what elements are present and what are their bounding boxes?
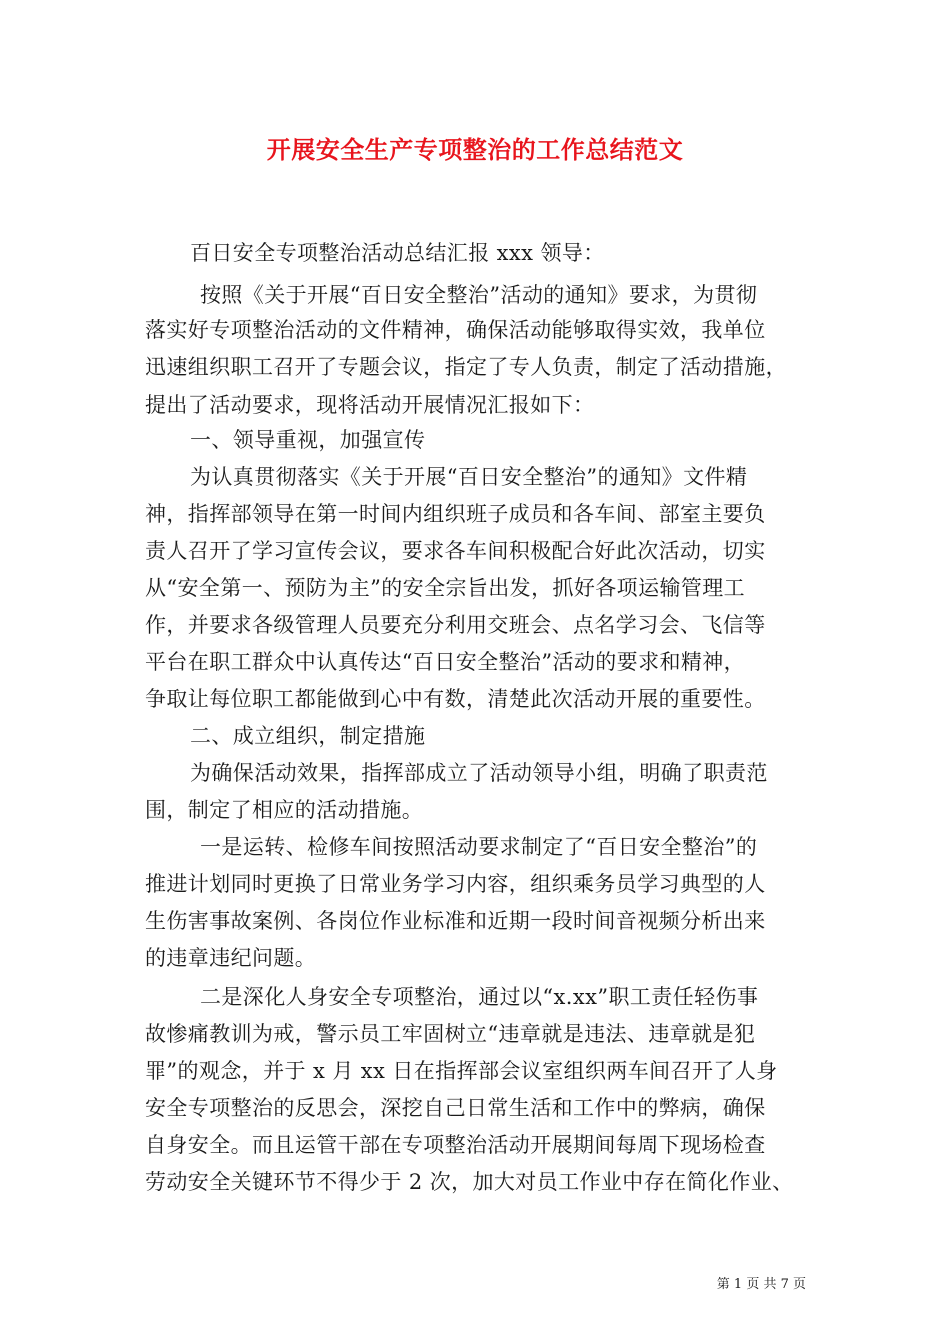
paragraph-line: 落实好专项整治活动的文件精神，确保活动能够取得实效，我单位 <box>145 318 766 342</box>
paragraph-line: 平台在职工群众中认真传达“百日安全整治”活动的要求和精神， <box>145 650 746 674</box>
paragraph-line: 推进计划同时更换了日常业务学习内容，组织乘务员学习典型的人 <box>145 872 766 896</box>
paragraph-line: 责人召开了学习宣传会议，要求各车间积极配合好此次活动，切实 <box>145 539 766 563</box>
paragraph-line: 的违章违纪问题。 <box>145 946 317 970</box>
paragraph-line: 一是运转、检修车间按照活动要求制定了“百日安全整治”的 <box>200 835 758 859</box>
paragraph-line: 作，并要求各级管理人员要充分利用交班会、点名学习会、飞信等 <box>145 613 766 637</box>
paragraph-line: 为确保活动效果，指挥部成立了活动领导小组，明确了职责范 <box>190 761 768 785</box>
paragraph-line: 神，指挥部领导在第一时间内组织班子成员和各车间、部室主要负 <box>145 502 766 526</box>
paragraph-line: 故惨痛教训为戒，警示员工牢固树立“违章就是违法、违章就是犯 <box>145 1022 756 1046</box>
paragraph-line: 二是深化人身安全专项整治，通过以“x.xx”职工责任轻伤事 <box>200 985 759 1009</box>
section-heading: 二、成立组织，制定措施 <box>190 724 426 748</box>
page-number: 第 1 页 共 7 页 <box>716 1277 806 1292</box>
paragraph-line: 提出了活动要求，现将活动开展情况汇报如下： <box>145 393 595 417</box>
paragraph-line: 按照《关于开展“百日安全整治”活动的通知》要求，为贯彻 <box>200 283 758 307</box>
paragraph-line: 为认真贯彻落实《关于开展“百日安全整治”的通知》文件精 <box>190 465 748 489</box>
paragraph-line: 安全专项整治的反思会，深挖自己日常生活和工作中的弊病，确保 <box>145 1096 766 1120</box>
section-heading: 一、领导重视，加强宣传 <box>190 428 426 452</box>
document-title: 开展安全生产专项整治的工作总结范文 <box>266 135 684 164</box>
paragraph-line: 迅速组织职工召开了专题会议，指定了专人负责，制定了活动措施， <box>145 355 787 379</box>
paragraph-line: 劳动安全关键环节不得少于 2 次，加大对员工作业中存在简化作业、 <box>145 1170 794 1194</box>
paragraph-line: 从“安全第一、预防为主”的安全宗旨出发，抓好各项运输管理工 <box>145 576 746 600</box>
salutation-line: 百日安全专项整治活动总结汇报 xxx 领导： <box>190 241 605 265</box>
paragraph-line: 生伤害事故案例、各岗位作业标准和近期一段时间音视频分析出来 <box>145 909 766 933</box>
paragraph-line: 围，制定了相应的活动措施。 <box>145 798 424 822</box>
paragraph-line: 争取让每位职工都能做到心中有数，清楚此次活动开展的重要性。 <box>145 687 766 711</box>
paragraph-line: 罪”的观念，并于 x 月 xx 日在指挥部会议室组织两车间召开了人身 <box>145 1059 778 1083</box>
paragraph-line: 自身安全。而且运管干部在专项整治活动开展期间每周下现场检查 <box>145 1133 766 1157</box>
